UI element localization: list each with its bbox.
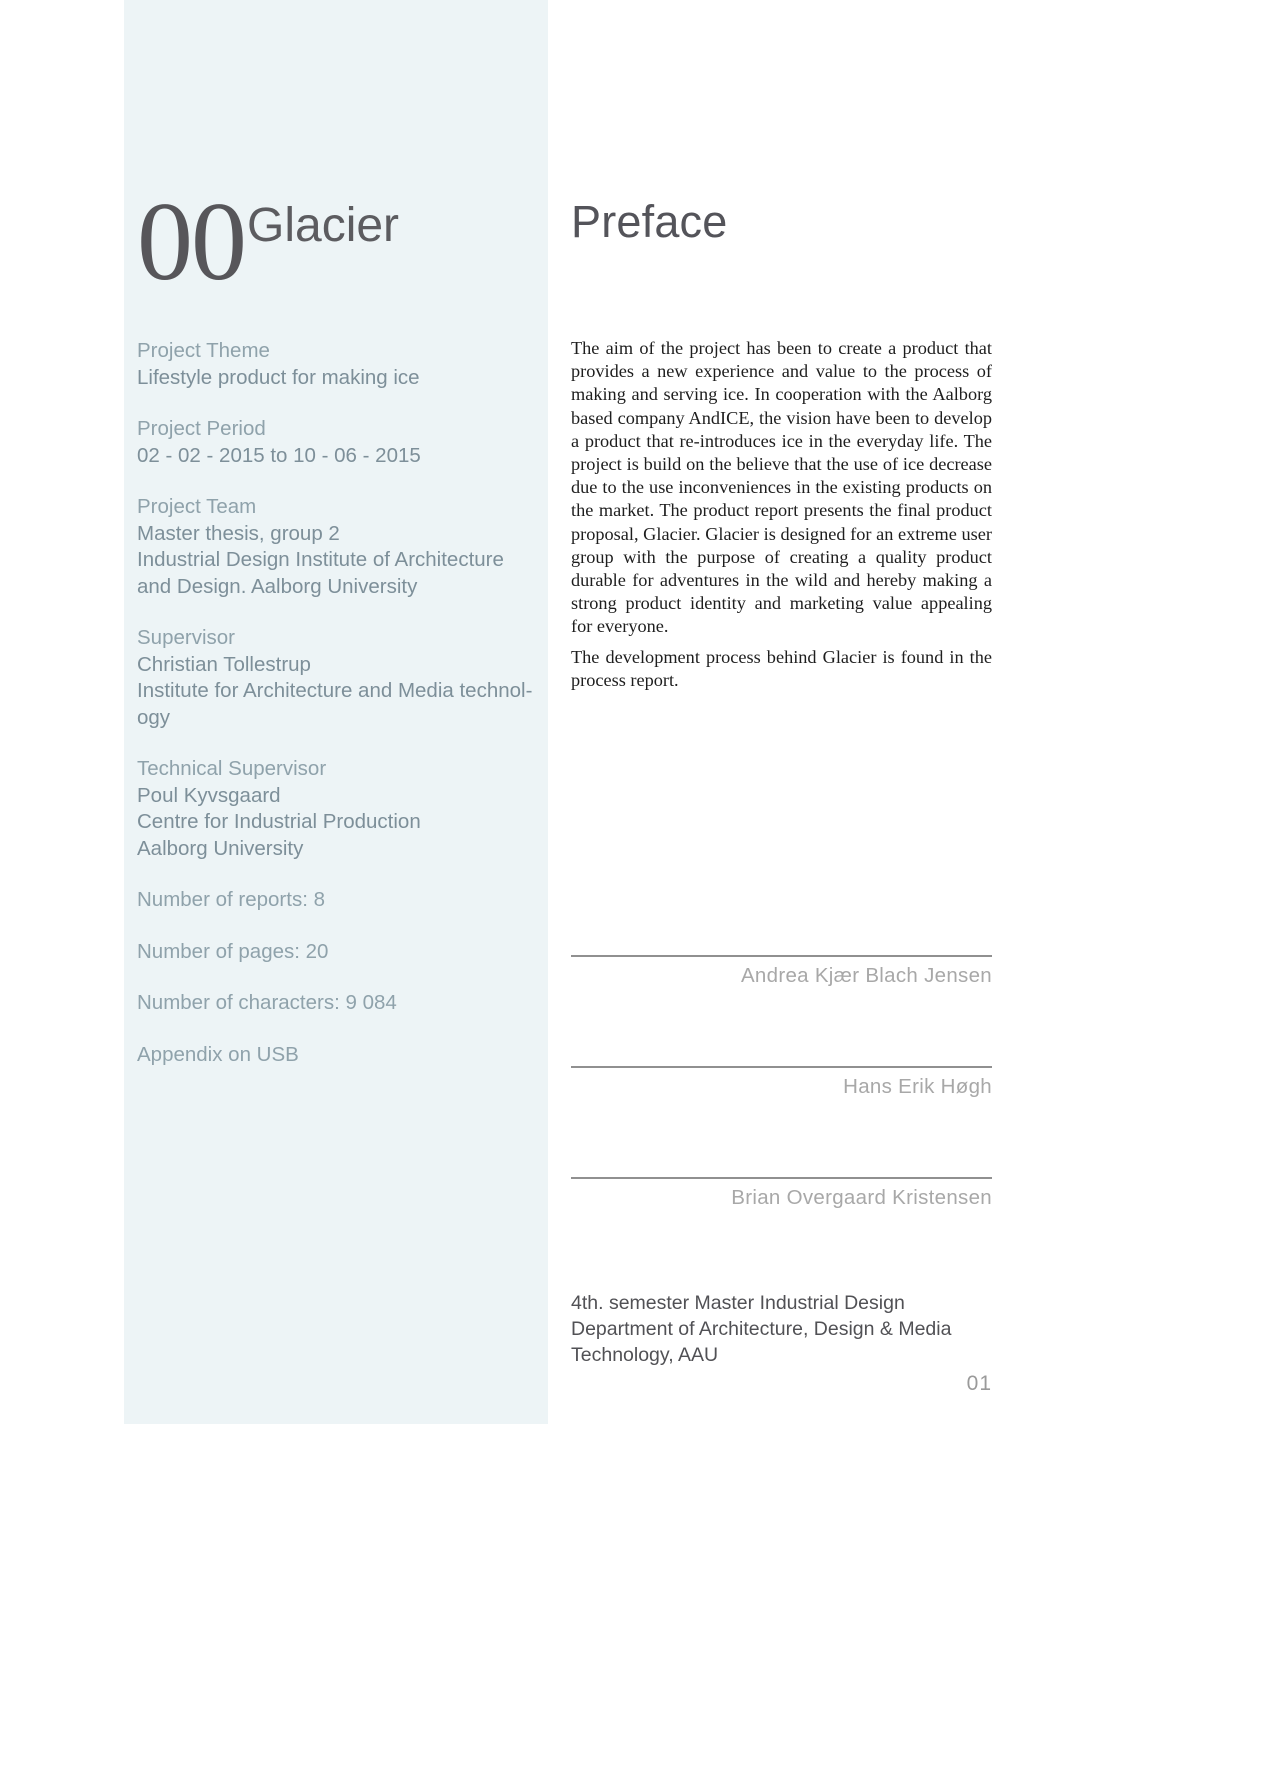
preface-paragraph: The aim of the project has been to create a product that provides a new experience and value to the process of making and serving ice. In cooperation with the Aalborg based company AndICE, the vision have been to develop a product that re-introduces ice in the everyday life. The project is build on the believe that the use of ice decrease due to the use inconveniences in the existing products on the market. The product report presents the final product proposal, Glacier. Glacier is designed for an extreme user group with the purpose of creating a quality product durable for adventures in the wild and hereby making a strong product identity and marketing value appealing for everyone. [571, 338, 992, 637]
signature-name: Hans Erik Høgh [843, 1075, 992, 1098]
meta-value: Master thesis, group 2 [137, 521, 340, 545]
meta-heading: Project Period [137, 417, 266, 440]
chapter-title-block [137, 180, 400, 304]
meta-heading: Project Team [137, 495, 257, 518]
meta-value: Christian Tollestrup [137, 652, 311, 676]
signature-block [571, 1066, 992, 1100]
signature-name: Andrea Kjær Blach Jensen [740, 964, 992, 987]
chapter-title: Glacier [247, 199, 400, 252]
meta-value: Aalborg University [137, 836, 304, 860]
meta-group-number-of-reports [137, 887, 567, 914]
signature-block [571, 1177, 992, 1211]
meta-heading: Number of reports: 8 [137, 888, 325, 911]
meta-heading: Technical Supervisor [137, 757, 327, 780]
meta-group-number-of-characters [137, 990, 567, 1017]
meta-value: ogy [137, 705, 171, 729]
meta-group-number-of-pages [137, 939, 567, 966]
meta-value: and Design. Aalborg University [137, 574, 418, 598]
project-metadata-list [137, 338, 567, 1093]
signature-rule [571, 955, 992, 957]
meta-value: Poul Kyvsgaard [137, 783, 281, 807]
meta-heading: Project Theme [137, 339, 270, 362]
meta-value: Lifestyle product for making ice [137, 365, 420, 389]
signature-rule [571, 1177, 992, 1179]
meta-group-project-theme [137, 338, 567, 391]
meta-value: Industrial Design Institute of Architecture [137, 548, 504, 571]
meta-group-supervisor [137, 625, 567, 731]
meta-heading: Supervisor [137, 626, 235, 649]
meta-group-project-period [137, 416, 567, 469]
sidebar-content [137, 0, 567, 1424]
meta-heading: Number of pages: 20 [137, 939, 329, 963]
footer-note: 4th. semester Master Industrial Design Department of Architecture, Design & Media Technology, AAU [571, 1292, 952, 1366]
signature-rule [571, 1066, 992, 1068]
preface-paragraph: The development process behind Glacier is found in the process report. [571, 647, 992, 691]
page-number: 01 [966, 1372, 992, 1395]
meta-group-technical-supervisor [137, 756, 567, 862]
page-title: Preface [571, 196, 728, 247]
meta-value: 02 - 02 - 2015 to 10 - 06 - 2015 [137, 443, 421, 467]
meta-heading: Number of characters: 9 084 [137, 991, 397, 1014]
meta-value: Centre for Industrial Production [137, 810, 421, 833]
signature-name: Brian Overgaard Kristensen [731, 1186, 992, 1209]
signature-block [571, 955, 992, 989]
meta-group-appendix [137, 1042, 567, 1069]
chapter-number: 00 [137, 180, 245, 304]
meta-group-project-team [137, 494, 567, 600]
meta-heading: Appendix on USB [137, 1042, 299, 1066]
meta-value: Institute for Architecture and Media technol- [137, 679, 533, 702]
